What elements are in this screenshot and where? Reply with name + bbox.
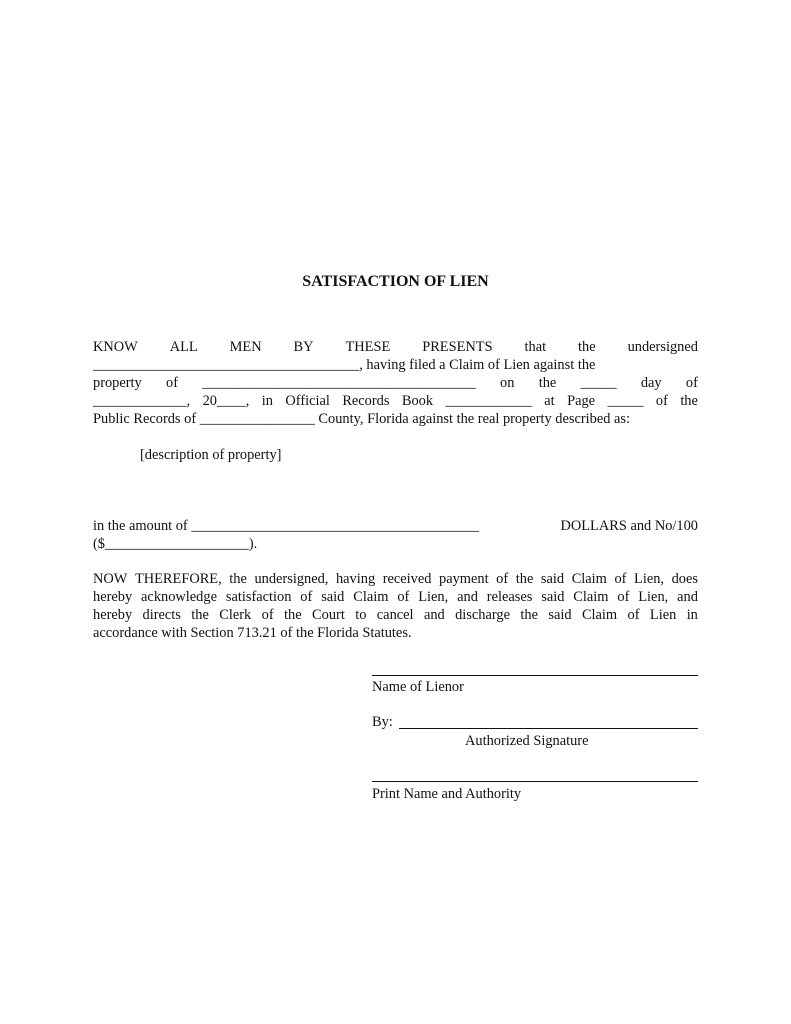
word: and (423, 607, 445, 623)
by-label: By: (372, 714, 393, 730)
word: of (685, 375, 698, 391)
word: on (500, 375, 515, 391)
word: to (355, 607, 367, 623)
word: in (686, 607, 698, 623)
word: said (541, 589, 565, 605)
text-line (93, 410, 698, 428)
word: hereby (93, 589, 133, 605)
word: satisfaction (225, 589, 292, 605)
word: the (520, 607, 538, 623)
word: received (382, 571, 432, 587)
word: ______________________________________ (202, 375, 476, 391)
property-description-placeholder: [description of property] (140, 447, 282, 463)
word: _____________, (93, 393, 191, 409)
lienor-name-line (372, 675, 698, 676)
word: Official (285, 393, 330, 409)
word: Claim (573, 589, 609, 605)
word: hereby (93, 607, 133, 623)
word: said (321, 589, 345, 605)
word: releases (486, 589, 533, 605)
word: PRESENTS (422, 339, 493, 355)
word: having (335, 571, 376, 587)
word: the (284, 607, 302, 623)
word: ____________ (445, 393, 532, 409)
word: of (300, 589, 313, 605)
word: THESE (345, 339, 391, 355)
print-name-line (372, 781, 698, 782)
text-line (93, 588, 698, 606)
word: Book (401, 393, 434, 409)
word: the (191, 607, 209, 623)
word: Claim (571, 571, 607, 587)
text-line (93, 356, 698, 374)
word: THEREFORE, (134, 571, 222, 587)
word: said (540, 571, 565, 587)
word: _____ (607, 393, 644, 409)
word: of (261, 607, 274, 623)
word: _____________________________________, having filed a Claim of Lien against the (93, 357, 596, 373)
word: of (627, 607, 640, 623)
now-therefore-last-line: accordance with Section 713.21 of the Florida Statutes. (93, 625, 412, 641)
document-title: SATISFACTION OF LIEN (302, 273, 489, 290)
word: of (655, 393, 668, 409)
text-line (93, 606, 698, 624)
amount-line-right: DOLLARS and No/100 (560, 518, 698, 534)
text-line (93, 338, 698, 356)
word: day (640, 375, 662, 391)
word: Claim (581, 607, 618, 623)
word: Public Records of ________________ County, Florida against the real property described as: (93, 411, 631, 427)
word: BY (293, 339, 314, 355)
word: said (548, 607, 572, 623)
word: the (538, 375, 557, 391)
word: Claim (353, 589, 389, 605)
word: of (614, 571, 627, 587)
word: acknowledge (141, 589, 217, 605)
word: in (261, 393, 273, 409)
word: property (93, 375, 142, 391)
print-name-label: Print Name and Authority (372, 786, 522, 802)
word: and (677, 589, 698, 605)
word: of (397, 589, 410, 605)
word: discharge (455, 607, 510, 623)
word: the (515, 571, 534, 587)
word: ALL (169, 339, 198, 355)
word: Clerk (219, 607, 252, 623)
word: of (166, 375, 179, 391)
word: does (671, 571, 698, 587)
text-line (93, 392, 698, 410)
word: Lien (649, 607, 677, 623)
word: and (457, 589, 478, 605)
word: at (544, 393, 555, 409)
word: 20____, (202, 393, 250, 409)
word: the (680, 393, 698, 409)
word: undersigned (627, 339, 698, 355)
name-of-lienor-label: Name of Lienor (372, 679, 464, 695)
word: Lien, (638, 589, 669, 605)
word: of (496, 571, 509, 587)
amount-line (93, 517, 698, 535)
text-line (93, 570, 698, 588)
amount-dollar-line: ($____________________). (93, 536, 258, 552)
word: that (524, 339, 547, 355)
word: of (617, 589, 630, 605)
word: Lien, (634, 571, 665, 587)
word: KNOW (93, 339, 138, 355)
authorized-signature-line (399, 728, 698, 729)
text-line (93, 374, 698, 392)
word: Lien, (418, 589, 449, 605)
word: Records (342, 393, 390, 409)
amount-line-left: in the amount of ________________________________________ (93, 518, 480, 534)
word: payment (439, 571, 489, 587)
word: _____ (580, 375, 617, 391)
word: the (578, 339, 596, 355)
word: Court (312, 607, 345, 623)
word: undersigned, (254, 571, 329, 587)
word: NOW (93, 571, 128, 587)
word: the (229, 571, 247, 587)
word: Page (567, 393, 596, 409)
word: cancel (376, 607, 414, 623)
word: MEN (229, 339, 262, 355)
word: directs (142, 607, 181, 623)
authorized-signature-label: Authorized Signature (465, 733, 589, 749)
